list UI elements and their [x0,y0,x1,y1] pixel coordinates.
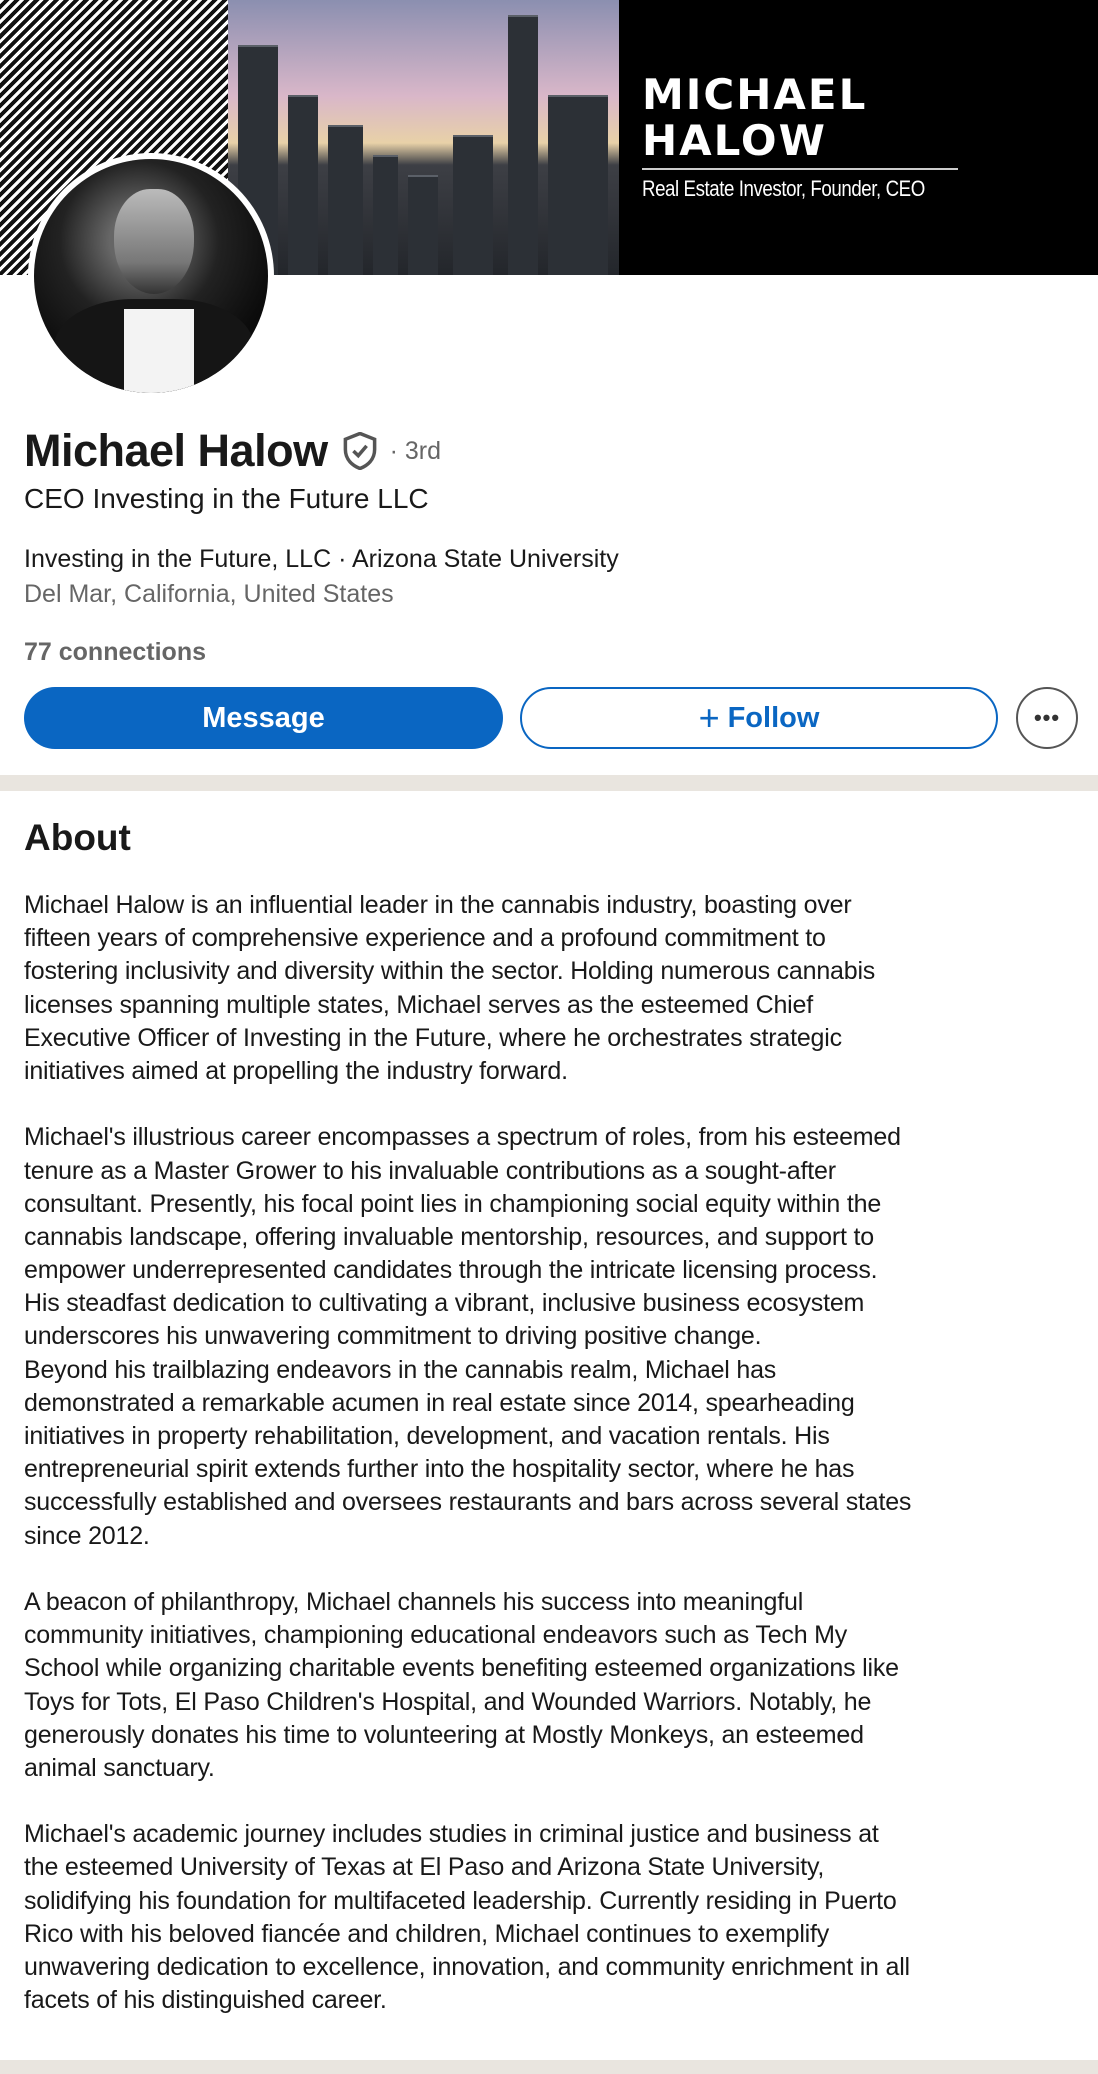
message-button-label: Message [202,701,325,734]
about-line: empower underrepresented candidates through the intricate licensing process. [24,1256,878,1285]
about-line: licenses spanning multiple states, Michael serves as the esteemed Chief [24,990,813,1019]
about-line: Rico with his beloved fiancée and children, Michael continues to exemplify [24,1919,830,1948]
about-line: Michael's academic journey includes studies in criminal justice and business at [24,1820,879,1849]
about-line: initiatives in property rehabilitation, development, and vacation rentals. His [24,1422,830,1450]
about-line: Executive Officer of Investing in the Future, where he orchestrates strategic [24,1023,842,1052]
about-line: underscores his unwavering commitment to driving positive change. [24,1322,762,1351]
more-options-button[interactable] [1016,687,1078,749]
about-line: Michael's illustrious career encompasses a spectrum of roles, from his esteemed [24,1123,901,1152]
about-line: facets of his distinguished career. [24,1986,387,2015]
about-line: the esteemed University of Texas at El Paso and Arizona State University, [24,1853,825,1882]
connection-degree: · 3rd [389,436,441,465]
about-line: animal sanctuary. [24,1753,215,1782]
banner-name-line2: HALOW [642,116,827,165]
about-line: initiatives aimed at propelling the industry forward. [24,1056,568,1085]
about-line: Beyond his trailblazing endeavors in the cannabis realm, Michael has [24,1355,777,1384]
about-heading: About [24,817,131,858]
about-line: successfully established and oversees restaurants and bars across several states [24,1488,912,1517]
about-line: since 2012. [24,1521,150,1550]
about-line: community initiatives, championing educational endeavors such as Tech My [24,1621,848,1650]
banner-name [642,72,867,164]
about-line: consultant. Presently, his focal point lies in championing social equity within the [24,1189,882,1218]
profile-name-row [24,425,441,477]
avatar-photo [34,159,268,393]
banner-rule [642,168,958,170]
follow-button[interactable] [520,687,998,749]
about-paragraph [24,1818,1084,2017]
profile-name: Michael Halow [24,425,328,476]
about-line: unwavering dedication to excellence, innovation, and community enrichment in all [24,1953,910,1981]
message-button[interactable] [24,687,503,749]
banner-subtitle: Real Estate Investor, Founder, CEO [642,176,925,201]
ellipsis-icon: ••• [1033,705,1061,730]
section-divider-bottom [0,2060,1098,2074]
about-line: Michael Halow is an influential leader in the cannabis industry, boasting over [24,891,852,919]
connections-count[interactable]: 77 connections [24,638,206,666]
about-line: generously donates his time to volunteering at Mostly Monkeys, an esteemed [24,1720,864,1749]
about-line: A beacon of philanthropy, Michael channels his success into meaningful [24,1587,804,1616]
about-paragraph [24,1121,1084,1353]
about-text [24,889,1084,2051]
verified-shield-icon[interactable] [342,432,378,470]
profile-location: Del Mar, California, United States [24,580,394,608]
plus-icon: + [698,697,720,738]
about-line: tenure as a Master Grower to his invaluable contributions as a sought-after [24,1156,836,1185]
about-line: cannabis landscape, offering invaluable mentorship, resources, and support to [24,1222,874,1251]
profile-headline: CEO Investing in the Future LLC [24,483,429,514]
about-line: Toys for Tots, El Paso Children's Hospital, and Wounded Warriors. Notably, he [24,1687,872,1716]
about-line: fifteen years of comprehensive experience and a profound commitment to [24,924,826,953]
section-divider [0,775,1098,791]
follow-button-label: Follow [727,701,820,734]
about-line: School while organizing charitable events benefiting esteemed organizations like [24,1654,899,1683]
about-paragraph [24,889,1084,1088]
about-paragraph [24,1586,1084,1785]
about-line: entrepreneurial spirit extends further into the hospitality sector, where he has [24,1455,855,1484]
about-line: fostering inclusivity and diversity within the sector. Holding numerous cannabis [24,957,876,986]
profile-avatar[interactable] [28,153,274,399]
banner-name-line1: MICHAEL [642,70,868,119]
about-line: His steadfast dedication to cultivating a vibrant, inclusive business ecosystem [24,1289,865,1318]
about-line: demonstrated a remarkable acumen in real estate since 2014, spearheading [24,1388,855,1417]
banner-cityscape-image [228,0,619,275]
about-paragraph [24,1354,1084,1553]
about-line: solidifying his foundation for multifaceted leadership. Currently residing in Puerto [24,1886,897,1915]
profile-company-education[interactable]: Investing in the Future, LLC · Arizona State University [24,545,619,573]
